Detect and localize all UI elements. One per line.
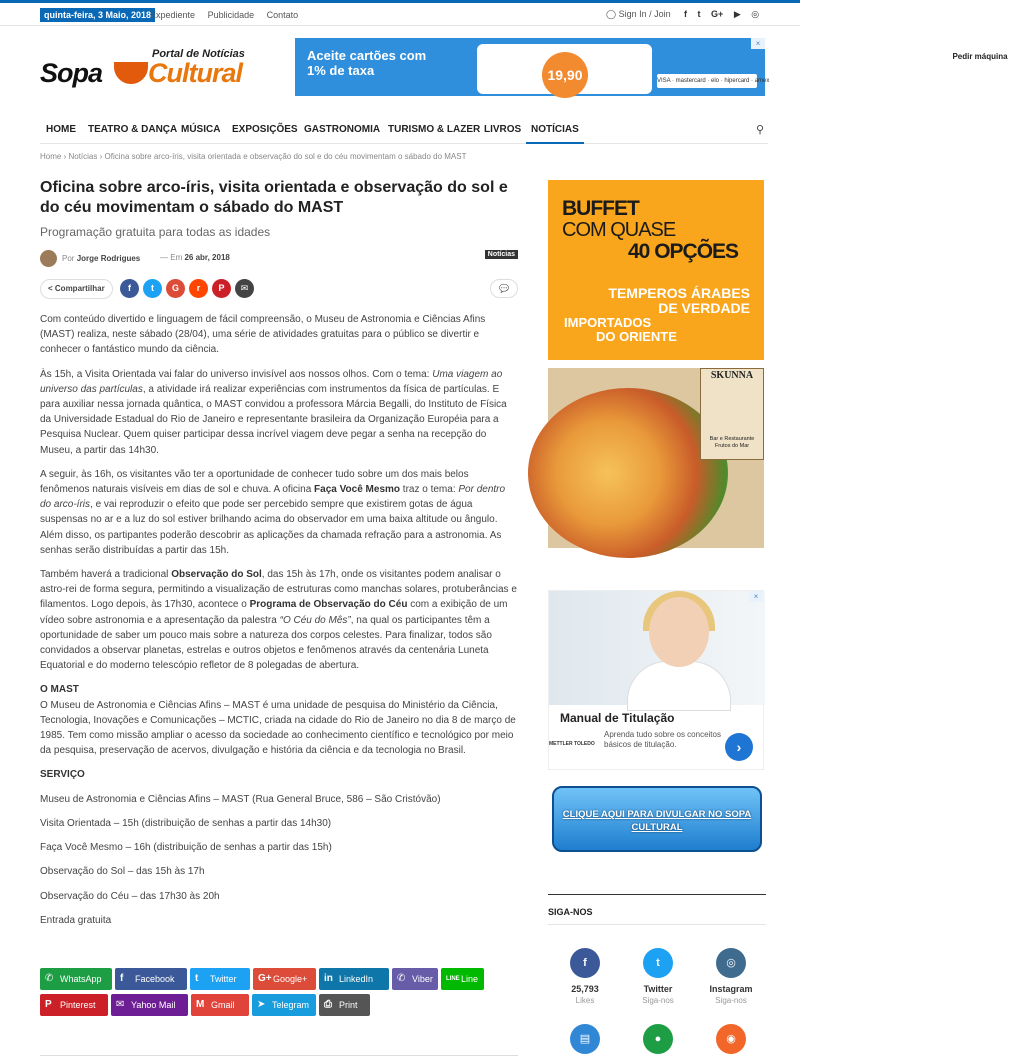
- gmail-icon: M: [196, 999, 205, 1010]
- share-button-label: WhatsApp: [60, 974, 102, 984]
- nav-noticias[interactable]: NOTÍCIAS: [526, 116, 584, 144]
- yahoo-mail-icon: ✉: [116, 999, 125, 1010]
- ad-order-button[interactable]: Pedir máquina: [925, 48, 1035, 66]
- facebook-icon[interactable]: f: [684, 9, 687, 19]
- advertise-button[interactable]: [552, 786, 762, 852]
- whatsapp-icon: ✆: [45, 973, 54, 984]
- article-title: Oficina sobre arco-íris, visita orientada e observação do sol e do céu movimentam o sábado do MAST: [40, 179, 508, 216]
- share-button-label: LinkedIn: [339, 974, 374, 984]
- share-button-label: Twitter: [210, 974, 237, 984]
- reddit-icon[interactable]: r: [189, 279, 208, 298]
- twitter-icon[interactable]: t: [143, 279, 162, 298]
- ad-close-icon[interactable]: ×: [751, 38, 765, 49]
- divider: [40, 1055, 518, 1056]
- paragraph: Com conteúdo divertido e linguagem de fácil compreensão, o Museu de Astronomia e Ciências Afins (MAST) realiza, neste sábado (28/04), uma série de atividades gratuitas para o público se divertir e conhecer o fantástico mundo da ciência.: [40, 314, 486, 356]
- facebook-icon[interactable]: f: [120, 279, 139, 298]
- signin-link[interactable]: [606, 9, 671, 20]
- main-nav: [40, 116, 768, 144]
- telegram-share-button[interactable]: [252, 994, 316, 1016]
- share-button-label: Telegram: [272, 1000, 310, 1010]
- skunna-brand: SKUNNA: [710, 370, 754, 381]
- twitter-icon[interactable]: t: [697, 9, 701, 19]
- viber-share-button[interactable]: [392, 968, 438, 990]
- viber-icon: ✆: [397, 973, 406, 984]
- share-icon: <: [48, 284, 55, 293]
- article-date: — Em 26 abr, 2018: [160, 253, 230, 262]
- buffet-ad[interactable]: [548, 180, 764, 360]
- paragraph: Também haverá a tradicional Observação do Sol, das 15h às 17h, onde os visitantes podem analisar o astro-rei de forma segura, permitindo a visualização de estruturas como manchas solares, protuberâncias e filamentos. Logo depois, às 17h30, acontece o Programa de Observação do Céu com a exibição de um vídeo sobre astronomia e a apresentação da palestra “O Céu do Mês”, na qual os participantes têm a oportunidade de saber um pouco mais sobre a natureza dos corpos celestes. Para finalizar, todos são convidados a observar planetas, estrelas e outros objetos e fenômenos através da centenária Luneta Equatorial e do moderno telescópio refletor de 8 polegadas de abertura.: [40, 569, 517, 672]
- chevron-right-icon: ›: [63, 152, 69, 161]
- service-item: Observação do Sol – das 15h às 17h: [40, 866, 205, 878]
- paragraph: O Museu de Astronomia e Ciências Afins – MAST é uma unidade de pesquisa do Ministério da Ciência, Tecnologia, Inovações e Comunicações – MCTIC, criada na cidade do Rio de Janeiro no dia 8 de março de 1985. Tem como missão ampliar o acesso da sociedade ao conhecimento científico e tecnológico por meio da pesquisa, preservação de acervos, divulgação e história da ciência e da tecnologia no Brasil.: [40, 699, 516, 757]
- nav-gastronomia[interactable]: GASTRONOMIA: [304, 124, 381, 135]
- category-badge[interactable]: Notícias: [485, 250, 518, 259]
- ad-price: 19,90: [542, 52, 588, 98]
- follow-us-title: SIGA-NOS: [548, 894, 766, 917]
- top-banner-ad[interactable]: [295, 38, 1008, 96]
- share-button-label: Google+: [273, 974, 308, 984]
- service-item: Museu de Astronomia e Ciências Afins – MAST (Rua General Bruce, 586 – São Cristóvão): [40, 793, 441, 805]
- titration-ad-title: Manual de Titulação: [560, 711, 675, 725]
- social-sub: Likes: [575, 996, 595, 1005]
- author-byline: Por Jorge Rodrigues: [62, 254, 141, 263]
- paragraph: A seguir, às 16h, os visitantes vão ter a oportunidade de conhecer tudo sobre um dos mais belos fenômenos naturais visíveis em dias de sol e chuva. A oficina Faça Você Mesmo traz o tema: Por dentro do arco-íris, e vai reproduzir o efeito que pode ser percebido sempre que existirem gotas de água suspensas no ar e a luz do sol estiver brilhando acima do observador em uma baixa altitude ou ângulo. Além disso, os partipantes poderão descobrir as aplicações da chamada refração para a astronomia. As senhas serão distribuídas a partir das 15h.: [40, 468, 506, 556]
- share-button-label: Pinterest: [60, 1000, 96, 1010]
- chevron-right-icon: ›: [99, 152, 105, 161]
- article-subtitle: Programação gratuita para todas as idades: [40, 225, 271, 239]
- service-item: Faça Você Mesmo – 16h (distribuição de senhas a partir das 15h): [40, 842, 332, 854]
- yahoo-mail-share-button[interactable]: [111, 994, 188, 1016]
- facebook-share-button[interactable]: [115, 968, 187, 990]
- googleplus-icon[interactable]: G: [166, 279, 185, 298]
- share-button-label: Print: [339, 1000, 358, 1010]
- signin-label: Sign In / Join: [618, 9, 671, 19]
- pinterest-share-button[interactable]: [40, 994, 108, 1016]
- whatsapp-share-button[interactable]: [40, 968, 112, 990]
- twitter-icon[interactable]: t: [643, 948, 673, 978]
- social-count: 25,793: [571, 984, 599, 994]
- nav-home[interactable]: HOME: [46, 124, 76, 135]
- section-heading: SERVIÇO: [40, 769, 85, 781]
- search-icon[interactable]: ⚲: [755, 124, 764, 136]
- expediente-link[interactable]: Expediente: [150, 10, 196, 20]
- feed-icon[interactable]: ▤: [570, 1024, 600, 1054]
- whatsapp-icon[interactable]: ●: [643, 1024, 673, 1054]
- contato-link[interactable]: Contato: [266, 10, 299, 20]
- comments-icon[interactable]: 💬: [490, 279, 518, 298]
- google--icon: G+: [258, 973, 272, 984]
- print-share-button[interactable]: [319, 994, 370, 1016]
- paragraph: Às 15h, a Visita Orientada vai falar do universo invisível aos nossos olhos. Com o tema: Uma viagem ao universo das partículas, a atividade irá realizar experiências com instrumentos da física de partículas. E para auxiliar nessa jornada quântica, o MAST convidou a professora Márcia Begalli, do Instituto de Física da Universidade Estadual do Rio de Janeiro e representante brasileira da Organização Européia para a Pesquisa Nuclear. Quem quiser participar dessa incrível viagem deve pegar a senha na recepção do Museu, a partir das 14h30.: [40, 368, 507, 456]
- rss-icon[interactable]: ◉: [716, 1024, 746, 1054]
- section-heading: O MAST: [40, 684, 79, 696]
- nav-musica[interactable]: MÚSICA: [181, 124, 221, 135]
- scientist-face: [649, 597, 709, 667]
- pinterest-icon[interactable]: P: [212, 279, 231, 298]
- titration-ad-desc: Aprenda tudo sobre os conceitos básicos de titulação.: [604, 730, 721, 749]
- linkedin-icon: in: [324, 973, 333, 984]
- google--share-button[interactable]: [253, 968, 316, 990]
- pasta-dish-image: [528, 388, 728, 558]
- nav-livros[interactable]: LIVROS: [484, 124, 522, 135]
- logo-sopa: Sopa: [40, 58, 103, 88]
- line-icon: LINE: [446, 976, 460, 982]
- twitter-icon: t: [195, 973, 199, 984]
- instagram-icon[interactable]: ◎: [716, 948, 746, 978]
- lab-coat: [627, 661, 731, 711]
- googleplus-icon[interactable]: G+: [711, 9, 724, 19]
- advertise-button-label: CLIQUE AQUI PARA DIVULGAR NO SOPA CULTURAL: [562, 809, 752, 833]
- ad-headline: Aceite cartões com 1% de taxa: [307, 48, 427, 78]
- share-bar: [40, 278, 518, 300]
- email-icon[interactable]: ✉: [235, 279, 254, 298]
- social-count: Instagram: [709, 984, 753, 994]
- share-button-label: Facebook: [135, 974, 175, 984]
- share-button-label: Yahoo Mail: [131, 1000, 176, 1010]
- social-count: Twitter: [643, 984, 673, 994]
- linkedin-share-button[interactable]: [319, 968, 389, 990]
- instagram-icon[interactable]: ◎: [751, 9, 760, 19]
- article-meta: [40, 250, 518, 268]
- ad-card-brands: VISA · mastercard · elo · hipercard · amex: [657, 74, 757, 88]
- logo-cultural: Cultural: [148, 58, 243, 88]
- line-share-button[interactable]: [441, 968, 484, 990]
- top-social: [684, 9, 767, 20]
- chevron-right-icon[interactable]: ›: [725, 733, 753, 761]
- share-button-label: Viber: [412, 974, 433, 984]
- author-avatar[interactable]: [40, 250, 57, 267]
- current-date: quinta-feira, 3 Maio, 2018: [40, 8, 155, 22]
- share-button-label: Line: [461, 974, 479, 984]
- nav-exposicoes[interactable]: EXPOSIÇÕES: [232, 124, 298, 135]
- site-logo[interactable]: [40, 44, 265, 94]
- buffet-ad-tagline: TEMPEROS ÁRABES DE VERDADE: [608, 285, 750, 316]
- top-bar: [0, 0, 800, 26]
- divider: [548, 924, 766, 925]
- buffet-ad-headline: BUFFET COM QUASE 40 OPÇÕES: [562, 197, 739, 263]
- buffet-ad-import: IMPORTADOS DO ORIENTE: [564, 315, 677, 344]
- share-button-label: Gmail: [211, 1000, 235, 1010]
- nav-teatro[interactable]: TEATRO & DANÇA: [88, 124, 178, 135]
- user-icon: ◯: [606, 9, 619, 19]
- youtube-icon[interactable]: ▶: [733, 9, 741, 19]
- breadcrumb-category[interactable]: Notícias: [68, 152, 98, 161]
- facebook-icon: f: [120, 973, 124, 984]
- social-sub: Siga-nos: [642, 996, 674, 1005]
- telegram-icon: ➤: [257, 999, 266, 1010]
- pinterest-icon: P: [45, 999, 52, 1010]
- top-links: [150, 10, 308, 20]
- titration-ad[interactable]: [548, 590, 764, 770]
- soup-pot-icon: [114, 62, 148, 84]
- service-item: Observação do Céu – das 17h30 às 20h: [40, 890, 220, 902]
- skunna-restaurant-ad[interactable]: [548, 368, 764, 548]
- skunna-subtitle: Bar e Restaurante Frutos do Mar: [709, 436, 755, 449]
- article-body: [40, 312, 518, 937]
- service-item: Visita Orientada – 15h (distribuição de senhas a partir das 14h30): [40, 817, 332, 829]
- ad-close-icon[interactable]: ×: [749, 591, 763, 602]
- mettler-logo: METTLER TOLEDO: [549, 741, 595, 747]
- author-name[interactable]: Jorge Rodrigues: [76, 254, 141, 263]
- breadcrumb-current: Oficina sobre arco-íris, visita orientada e observação do sol e do céu movimentam o sábado do MAST: [104, 152, 467, 161]
- breadcrumb-home[interactable]: Home: [40, 152, 62, 161]
- facebook-icon[interactable]: f: [570, 948, 600, 978]
- breadcrumb: [40, 152, 466, 161]
- print-icon: ⎙: [324, 999, 332, 1010]
- twitter-share-button[interactable]: [190, 968, 250, 990]
- logo-tagline: Portal de Notícias: [152, 48, 245, 60]
- publicidade-link[interactable]: Publicidade: [207, 10, 255, 20]
- service-item: Entrada gratuita: [40, 914, 112, 926]
- share-button[interactable]: < Compartilhar: [40, 279, 113, 299]
- social-sub: Siga-nos: [715, 996, 747, 1005]
- nav-turismo[interactable]: TURISMO & LAZER: [388, 124, 481, 135]
- gmail-share-button[interactable]: [191, 994, 249, 1016]
